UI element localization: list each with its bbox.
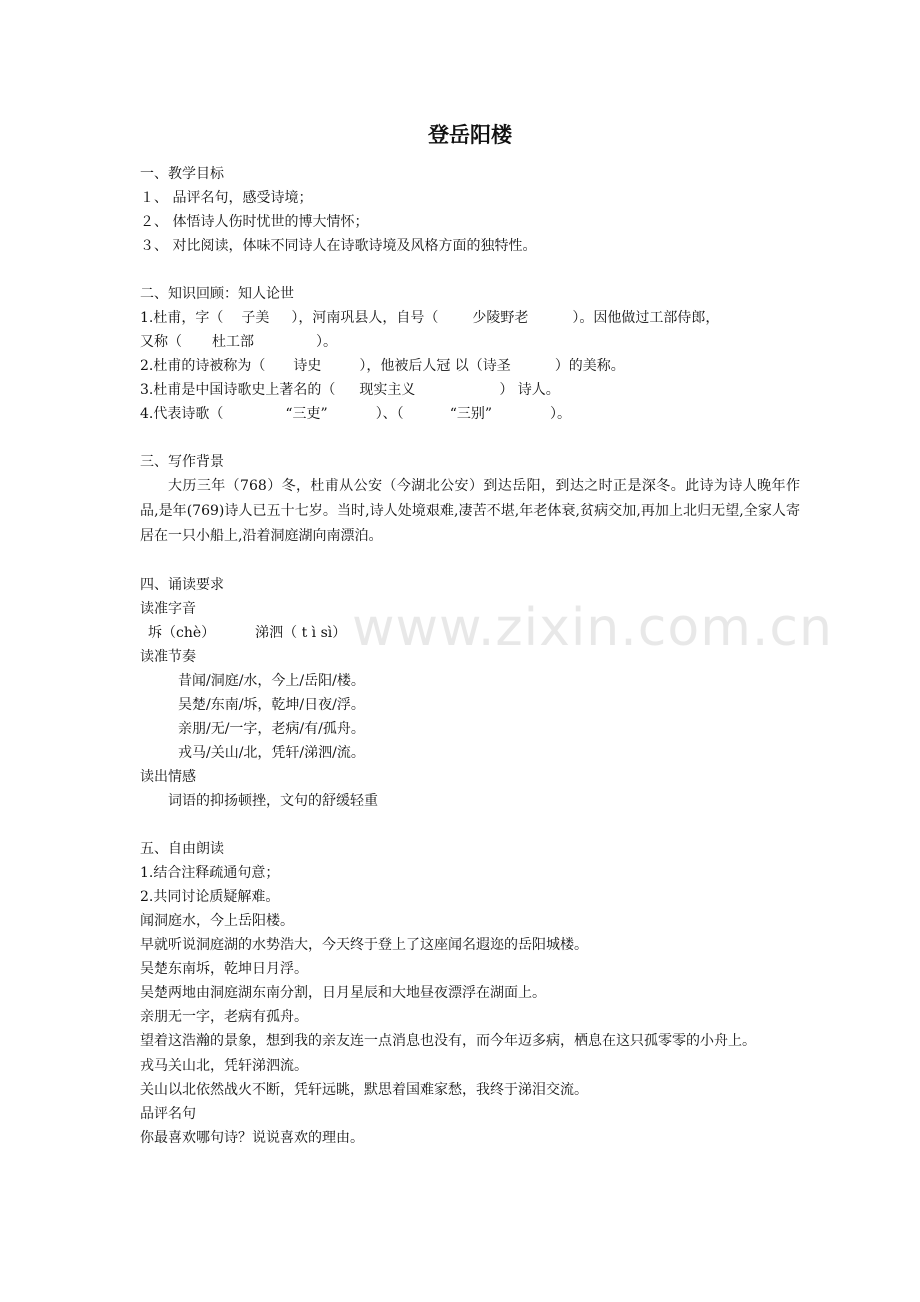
answer-zi: 子美 — [241, 310, 270, 326]
answer-hao: 少陵野老 — [472, 310, 529, 326]
poem-line: 吴楚东南坼，乾坤日月浮。 — [140, 961, 308, 977]
section2-heading: 二、知识回顾：知人论世 — [140, 286, 294, 302]
translation-line: 吴楚两地由洞庭湖东南分割，日月星辰和大地昼夜漂浮在湖面上。 — [140, 985, 546, 1001]
emotion-text: 词语的抑扬顿挫，文句的舒缓轻重 — [168, 793, 378, 809]
question-2: 2.杜甫的诗被称为（ 诗史 ），他被后人冠 以（诗圣 ）的美称。 — [140, 358, 625, 374]
answer-sanbie: “三别” — [449, 406, 493, 422]
translation-line: 望着这浩瀚的景象，想到我的亲友连一点消息也没有，而今年迈多病，栖息在这只孤零零的小舟上。 — [140, 1033, 756, 1049]
poem-line: 闻洞庭水，今上岳阳楼。 — [140, 913, 294, 929]
section1-heading: 一、教学目标 — [140, 166, 224, 182]
objective-3: ３、 对比阅读，体味不同诗人在诗歌诗境及风格方面的独特性。 — [140, 238, 537, 254]
emotion-label: 读出情感 — [140, 769, 196, 785]
answer-shishi: 诗史 — [293, 358, 322, 374]
answer-sanli: “三吏” — [285, 406, 328, 422]
answer-title: 杜工部 — [212, 334, 254, 350]
translation-line: 关山以北依然战火不断，凭轩远眺，默思着国难家愁，我终于涕泪交流。 — [140, 1082, 588, 1098]
critique-question: 你最喜欢哪句诗？说说喜欢的理由。 — [140, 1130, 364, 1146]
objective-1: １、 品评名句，感受诗境； — [140, 190, 313, 206]
document-page — [140, 118, 800, 1150]
background-paragraph: 大历三年（768）冬，杜甫从公安（今湖北公安）到达岳阳，到达之时正是深冬。此诗为诗人晚年作品,是年(769)诗人已五十七岁。当时,诗人处境艰难,凄苦不堪,年老体衰,贫病交加,再加上北归无望,全家人寄居在一只小船上,沿着洞庭湖向南漂泊。 — [140, 478, 800, 544]
answer-realism: 现实主义 — [359, 382, 416, 398]
translation-line: 早就听说洞庭湖的水势浩大，今天终于登上了这座闻名遐迩的岳阳城楼。 — [140, 937, 588, 953]
pron-tisi: 涕泗（ t ì sì） — [255, 625, 347, 641]
reading-line: 2.共同讨论质疑解难。 — [140, 889, 280, 905]
page-title: 登岳阳楼 — [428, 123, 512, 147]
rhythm-line-1: 昔闻/洞庭/水，今上/岳阳/楼。 — [178, 673, 365, 689]
question-4: 4.代表诗歌（ “三吏” ）、（ “三别” ）。 — [140, 406, 572, 422]
pron-che: 坼（chè） — [148, 625, 216, 641]
section4-heading: 四、诵读要求 — [140, 577, 224, 593]
objective-2: ２、 体悟诗人伤时忧世的博大情怀； — [140, 214, 369, 230]
critique-label: 品评名句 — [140, 1106, 196, 1122]
section5-heading: 五、自由朗读 — [140, 841, 224, 857]
poem-line: 亲朋无一字，老病有孤舟。 — [140, 1009, 308, 1025]
reading-line: 1.结合注释疏通句意； — [140, 865, 280, 881]
pronunciation-label: 读准字音 — [140, 601, 196, 617]
question-1-cont: 又称（ 杜工部 ）。 — [140, 334, 337, 350]
question-3: 3.杜甫是中国诗歌史上著名的（ 现实主义 ） 诗人。 — [140, 382, 560, 398]
watermark: www.zixin.com.cn — [352, 598, 833, 658]
section3-heading: 三、写作背景 — [140, 454, 224, 470]
question-1: 1.杜甫，字（ 子美 ），河南巩县人，自号（ 少陵野老 ）。因他做过工部侍郎， — [140, 310, 720, 326]
rhythm-line-4: 戎马/关山/北，凭轩/涕泗/流。 — [178, 745, 365, 761]
rhythm-line-2: 吴楚/东南/坼，乾坤/日夜/浮。 — [178, 697, 365, 713]
pronunciation-line — [140, 621, 800, 645]
poem-line: 戎马关山北，凭轩涕泗流。 — [140, 1058, 308, 1074]
rhythm-label: 读准节奏 — [140, 649, 196, 665]
rhythm-line-3: 亲朋/无/一字，老病/有/孤舟。 — [178, 721, 365, 737]
